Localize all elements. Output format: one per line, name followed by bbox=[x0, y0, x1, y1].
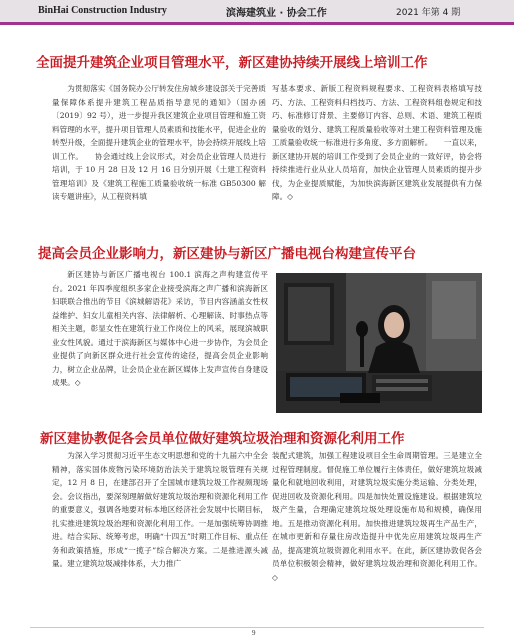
radio-studio-photo bbox=[276, 273, 482, 413]
article1-title: 全面提升建筑企业项目管理水平，新区建协持续开展线上培训工作 bbox=[36, 55, 428, 71]
article1-text-right: 写基本要求、新版工程资料规程要求、工程资料表格填写技巧、方法、工程资料归档技巧、方法、工程资料组卷规定和技巧、标准修订背景、主要修订内容、总则、术语、建筑工程质量验收的划分、建筑工程质量验收等对土建工程资料管理及施工质量验收统一标准进行多角度、多方面解析。 一直以来，新区建协开展的培训工作受到了会员企业的一致好评，协会将持续推进行业从业人员培育，加快企业管理人员素质的提升步伐，为企业提质赋能，为加快滨海新区建筑业发展提供有力保障。◇ bbox=[272, 84, 482, 202]
page-header bbox=[0, 0, 514, 26]
article2-column bbox=[52, 268, 268, 390]
article1-column-right bbox=[272, 82, 482, 204]
article3-text-right: 装配式建筑，加强工程建设项目全生命周期管理。三是建立全过程管理制度。督促施工单位履行主体责任，做好建筑垃圾减量化和就地回收利用，对建筑垃圾实施分类运输、分类处理，促进回收及资源化利用。四是加快处置设施建设。根据建筑垃圾产生量，合理确定建筑垃圾处理设施布局和规模，确保用地。五是推动资源化利用。加快推进建筑垃圾再生产品生产，在城市更新和存量住房改造提升中优先应用建筑垃圾再生产品，提高建筑垃圾资源化利用水平。在此，新区建协敦促各会员单位积极领会精神，做好建筑垃圾治理和资源化利用工作。◇ bbox=[272, 451, 482, 582]
article3-column-left bbox=[52, 449, 268, 571]
header-accent-line bbox=[0, 22, 514, 25]
journal-english-name: BinHai Construction Industry bbox=[38, 5, 167, 16]
article1-column-left bbox=[52, 82, 266, 204]
page-number: 9 bbox=[252, 629, 256, 637]
section-name: 滨海建筑业 · 协会工作 bbox=[226, 8, 327, 19]
footer-divider bbox=[30, 627, 484, 628]
article3-text-left: 为深入学习贯彻习近平生态文明思想和党的十九届六中全会精神，落实国体废物污染环境防治法关于建筑垃圾管理有关规定，12 月 8 日，在建部召开了全国城市建筑垃圾工作视频现场会。会议指出，要深刻理解做好建筑垃圾治理和资源化利用工作的重要意义，强调各地要对标本地区经济社会发展中长期目标，扎实推进建筑垃圾治理和资源化利用工作。一是加强统筹协调推进。结合实际、统筹考虑，明确“十四五”时期工作目标、重点任务和政策措施，形成“一揽子”综合解决方案。二是推进源头减量。建立建筑垃圾减排体系，大力推广 bbox=[52, 451, 268, 569]
article1-text-left: 为贯彻落实《国务院办公厅转发住房城乡建设部关于完善质量保障体系提升建筑工程品质指导意见的通知》（国办函〔2019〕92 号），进一步提升我区建筑企业项目管理和施工资料管理的水平，提升项目管理人员素质和技能水平，促进企业的转型升级，全面提升建筑企业的管理水平，协会持续开展线上培训工作。 协会通过线上会议形式，对会员企业管理人员进行培训，于 10 月 28 日及 12 月 16 日分别开展《土建工程资料管理培训》及《建筑工程施工质量验收统一标准 GB50300 解读专题讲座》，从工程资料填 bbox=[52, 84, 266, 202]
article3-column-right bbox=[272, 449, 482, 584]
article2-title: 提高会员企业影响力，新区建协与新区广播电视台构建宣传平台 bbox=[38, 246, 416, 262]
radio-studio-photo-illustration bbox=[276, 273, 482, 413]
article2-text: 新区建协与新区广播电视台 100.1 滨海之声构建宣传平台。2021 年四季度组织多家企业接受滨海之声广播和滨海新区妇联联合推出的节目《滨城解语花》采访，节目内容涵盖女性权益维护、妇女儿童相关内容、法律解析、心理解读、时事热点等相关主题，彰显女性在建筑行业工作岗位上的风采，展现滨城职业女性风貌。通过于滨海新区与媒体中心进一步协作，为会员企业提供了向新区群众进行社会宣传的途径，提高会员企业影响力，树立企业品牌，让会员企业在新区媒体上发声宣传自身建设成果。◇ bbox=[52, 270, 268, 388]
issue-number: 2021 年第 4 期 bbox=[396, 8, 461, 18]
article3-title: 新区建协教促各会员单位做好建筑垃圾治理和资源化利用工作 bbox=[40, 431, 405, 447]
